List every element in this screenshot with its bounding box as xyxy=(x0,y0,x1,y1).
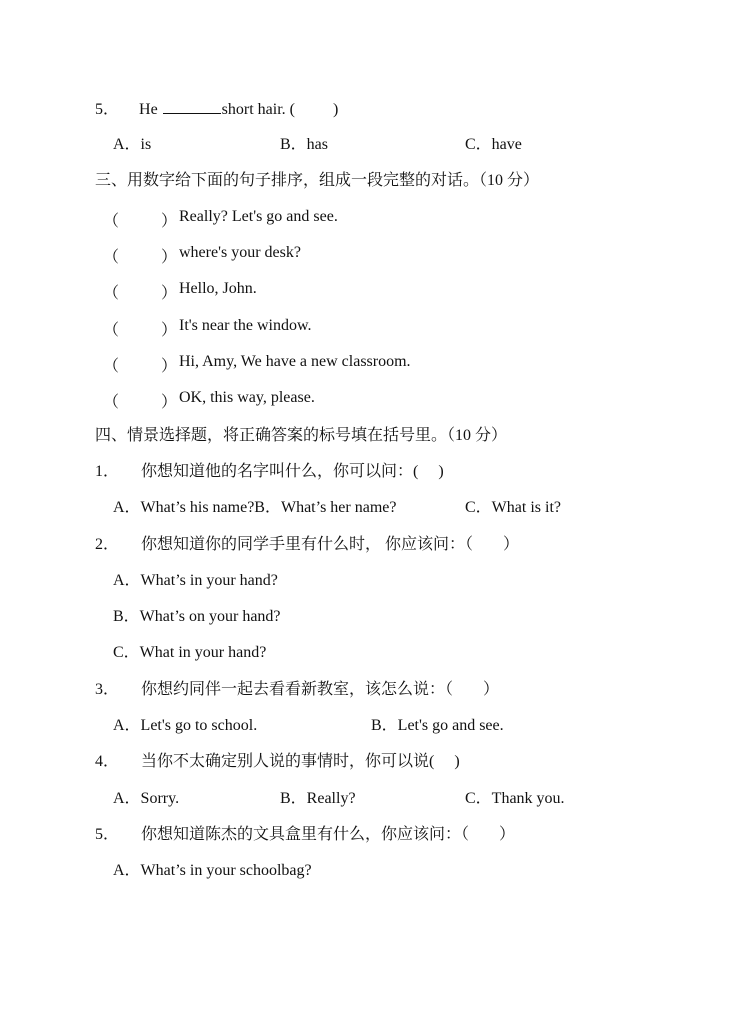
section-4-heading: 四、情景选择题，将正确答案的标号填在括号里。（10 分） xyxy=(95,427,508,444)
paren-close: ） xyxy=(503,536,520,553)
question-5 xyxy=(95,825,515,845)
paren-open: （ xyxy=(103,213,120,230)
q3-option-b: B．Let's go and see. xyxy=(371,717,504,734)
q4-option-b: B．Really? xyxy=(280,790,356,807)
q4-option-c: C．Thank you. xyxy=(465,790,565,807)
q2-option-a: A．What’s in your hand? xyxy=(113,572,278,589)
paren-close: ） xyxy=(161,322,178,339)
question-number: 2． xyxy=(95,536,120,553)
paren-close: ） xyxy=(161,358,178,375)
question-number: 5． xyxy=(95,101,120,118)
question-text: 当你不太确定别人说的事情时，你可以说( xyxy=(141,753,435,770)
question-2 xyxy=(95,535,519,555)
q2-option-c: C．What in your hand? xyxy=(113,644,267,661)
q1-options-ab: A．What’s his name?B．What’s her name? xyxy=(113,499,397,516)
question-5-top xyxy=(95,99,338,120)
q3-option-a: A．Let's go to school. xyxy=(113,717,258,734)
question-text-before: He xyxy=(139,101,158,118)
section-3-heading: 三、用数字给下面的句子排序，组成一段完整的对话。（10 分） xyxy=(95,172,540,189)
paren-open: ( xyxy=(289,101,295,118)
order-item-text: OK, this way, please. xyxy=(179,389,315,406)
order-item-text: Really? Let's go and see. xyxy=(179,208,338,225)
question-number: 4． xyxy=(95,753,120,770)
q5-option-a: A．What’s in your schoolbag? xyxy=(113,862,312,879)
question-text-after: short hair. xyxy=(221,101,286,118)
order-item xyxy=(103,389,503,409)
question-number: 5． xyxy=(95,826,120,843)
option-c: C．have xyxy=(465,136,522,153)
paren-open: （ xyxy=(103,322,120,339)
q1-option-c: C．What is it? xyxy=(465,499,561,516)
order-item-text: where's your desk? xyxy=(179,244,301,261)
order-item xyxy=(103,244,503,264)
paren-close: ） xyxy=(161,249,178,266)
paren-open: （ xyxy=(103,249,120,266)
option-a: A．is xyxy=(113,136,152,153)
paren-close: ） xyxy=(161,213,178,230)
question-text: 你想约同伴一起去看看新教室，该怎么说：（ xyxy=(141,681,454,698)
answer-blank[interactable] xyxy=(163,99,221,114)
order-item xyxy=(103,317,503,337)
order-item-text: Hello, John. xyxy=(179,280,257,297)
order-item xyxy=(103,208,503,228)
paren-open: （ xyxy=(103,285,120,302)
paren-close: ) xyxy=(438,463,444,480)
q2-option-b: B．What’s on your hand? xyxy=(113,608,281,625)
question-number: 1． xyxy=(95,463,120,480)
question-1 xyxy=(95,462,444,482)
order-item xyxy=(103,353,503,373)
paren-close: ) xyxy=(454,753,460,770)
question-number: 3． xyxy=(95,681,120,698)
question-text: 你想知道他的名字叫什么，你可以问：( xyxy=(141,463,419,480)
question-4 xyxy=(95,752,460,772)
paren-close: ) xyxy=(333,101,339,118)
paren-open: （ xyxy=(103,394,120,411)
paren-close: ） xyxy=(483,681,500,698)
question-3 xyxy=(95,680,499,700)
order-item-text: It's near the window. xyxy=(179,317,312,334)
option-b: B．has xyxy=(280,136,329,153)
paren-close: ） xyxy=(161,285,178,302)
question-text: 你想知道陈杰的文具盒里有什么，你应该问：（ xyxy=(141,826,470,843)
paren-close: ） xyxy=(499,826,516,843)
question-text: 你想知道你的同学手里有什么时， 你应该问：（ xyxy=(141,536,474,553)
order-item xyxy=(103,280,503,300)
q4-option-a: A．Sorry. xyxy=(113,790,180,807)
order-item-text: Hi, Amy, We have a new classroom. xyxy=(179,353,411,370)
paren-close: ） xyxy=(161,394,178,411)
paren-open: （ xyxy=(103,358,120,375)
